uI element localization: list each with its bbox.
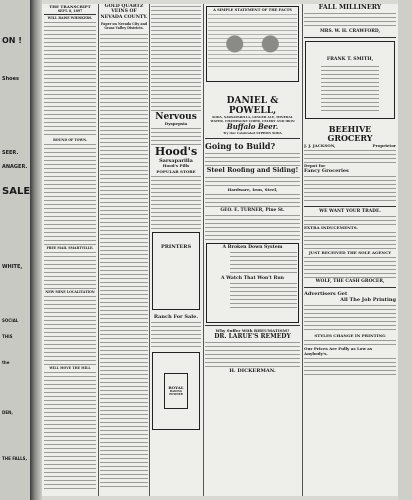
left-page-word: Shoes <box>2 76 19 82</box>
baking-powder-label: BAKING POWDER <box>169 390 183 396</box>
fall-millinery-title: FALL MILLINERY <box>318 4 382 11</box>
article-text-block <box>44 294 96 366</box>
frank-smith-ad <box>305 41 395 119</box>
popular-store-label: POPULAR STORE <box>156 169 196 174</box>
article-heading: FREE MAIL SMARTVILLE. <box>46 246 94 250</box>
column-ads-left <box>151 4 201 496</box>
newspaper-page <box>42 4 398 496</box>
jackson-name: J. J. JACKSON, <box>304 143 336 149</box>
column-local-news <box>44 4 96 496</box>
ranch-for-sale-title: Ranch For Sale. <box>153 314 199 320</box>
larue-remedy-title: DR. LARUE'S REMEDY <box>214 332 291 340</box>
left-page-word: the <box>2 360 10 365</box>
ad-text-block <box>304 230 396 250</box>
left-page-word: SEER. <box>2 150 19 156</box>
job-printing-title: All The Job Printing <box>340 297 396 304</box>
column-ads-right <box>304 4 396 496</box>
dyspepsia-label: Dyspepsia <box>164 121 188 126</box>
ad-text-block <box>304 11 396 29</box>
masthead-title: THE TRANSCRIPT <box>49 4 91 9</box>
dickerman-name: H. DICKERMAN. <box>229 367 276 374</box>
left-page-word: ON ! <box>2 36 22 45</box>
want-trade-title: WE WANT YOUR TRADE. <box>319 209 381 215</box>
fancy-groceries-label: Fancy Groceries <box>304 168 349 175</box>
column-ads-center <box>205 4 300 496</box>
beehive-title: BEEHIVE <box>328 124 372 135</box>
styles-change-title: STYLES CHANGE IN PRINTING <box>314 333 386 339</box>
left-page-word: WHITE, <box>2 264 23 270</box>
article-text-block <box>44 20 96 138</box>
watch-ad-title: A Watch That Won't Run <box>220 275 285 281</box>
masthead-date: SEPT. 8, 1897 <box>57 9 83 13</box>
article-text-block <box>44 142 96 246</box>
article-text-block <box>100 32 148 487</box>
left-page-word: DEN, <box>2 410 13 415</box>
left-page-word: SALE <box>2 186 30 197</box>
printers-title: PRINTERS <box>160 244 192 250</box>
ad-text-block <box>205 175 300 187</box>
rheumatism-question: Why Suffer With RHEUMATISM? <box>215 327 290 333</box>
broken-system-ad <box>206 243 299 323</box>
ad-text-block <box>304 148 396 164</box>
going-to-build-title: Going to Build? <box>205 141 276 152</box>
statement-illustration <box>208 12 297 70</box>
ad-text-block <box>205 192 300 208</box>
daniel-powell-subtitle: SODA, SARSAPARILLA, GINGER ALE, MINERAL WATER, CHAMPAGNE CIDER, CELERY AND IRON <box>210 115 295 123</box>
buffalo-beer-subtitle: Try Our Celebrated SYPHON SODA <box>223 131 282 136</box>
ad-text-block <box>230 281 297 311</box>
article-headline: GOLD QUARTZ VEINS OF NEVADA COUNTY. <box>100 4 148 20</box>
ad-text-block <box>151 174 201 230</box>
daniel-powell-title: DANIEL & POWELL, <box>226 96 279 116</box>
column-rule <box>149 4 150 496</box>
printers-ad <box>152 232 200 310</box>
broken-system-title: A Broken Down System <box>222 244 283 250</box>
hoods-ad-title: Hood's <box>154 145 198 158</box>
prices-title: Our Prices Are Fully as Low as Anybody's. <box>304 346 373 357</box>
ad-text-block <box>304 303 396 333</box>
article-heading: NEW MINE LOCALITATION <box>45 290 95 294</box>
ad-text-block <box>304 356 396 376</box>
column-rule <box>98 4 99 496</box>
advertisers-title: Advertisers Get <box>304 291 348 298</box>
steel-roofing-title: Steel Roofing and Siding! <box>206 166 299 175</box>
pills-label: Hood's Pills <box>162 163 190 168</box>
ad-text-block <box>205 151 300 167</box>
sarsaparilla-label: Sarsaparilla <box>159 158 193 164</box>
column-rule <box>203 4 204 496</box>
frank-smith-title: FRANK T. SMITH, <box>326 57 374 63</box>
hardware-title: Hardware, Iron, Steel, <box>227 186 278 192</box>
article-heading: WILL RAISE WHISKERS. <box>47 16 93 20</box>
column-rule <box>302 4 303 496</box>
grocery-title: GROCERY <box>327 133 373 144</box>
left-page-word: ANAGER. <box>2 164 28 170</box>
extra-inducements-label: EXTRA INDUCEMENTS. <box>304 225 358 231</box>
ad-text-block <box>304 255 396 279</box>
article-text-block <box>151 4 201 112</box>
depot-label: Depot for <box>304 163 326 169</box>
ad-text-block <box>151 126 201 146</box>
ad-text-block <box>304 338 396 346</box>
left-page-edge <box>0 0 30 500</box>
royal-label: ROYAL <box>168 385 184 390</box>
statement-ad <box>206 6 299 82</box>
buffalo-beer-title: Buffalo Beer. <box>226 122 279 132</box>
proprietor-label: Proprietor <box>372 143 396 149</box>
ad-text-block <box>205 213 300 241</box>
article-text-block <box>44 370 96 490</box>
nervous-ad-title: Nervous <box>155 112 197 122</box>
right-margin <box>398 0 412 500</box>
article-heading: BOUND OF TOWN. <box>53 138 87 142</box>
article-subheading: Paper on Nevada City and Grass Valley Districts. <box>100 22 148 31</box>
ad-text-block <box>230 250 297 276</box>
ad-text-block <box>304 174 396 204</box>
article-heading: WILL MOVE THE MILL <box>49 366 91 370</box>
ad-text-block <box>321 64 379 112</box>
crawford-name: MRS. W. H. CRAWFORD, <box>319 29 381 35</box>
statement-ad-title: A SIMPLE STATEMENT OF THE FACTS <box>213 8 292 12</box>
left-page-word: THIS <box>2 334 13 339</box>
left-page-word: THE FALLS, <box>2 456 28 461</box>
page-gutter <box>30 0 42 500</box>
turner-title: GEO. E. TURNER, Pine St. <box>220 207 285 213</box>
ad-text-block <box>151 320 201 350</box>
column-gold-quartz <box>100 4 148 496</box>
left-page-word: SOCIAL <box>2 318 19 323</box>
ad-text-block <box>205 340 300 368</box>
sole-agency-title: JUST RECEIVED THE SOLE AGENCY <box>308 250 392 256</box>
article-text-block <box>44 250 96 290</box>
wolf-grocer-title: WOLF, THE CASH GROCER, <box>315 279 385 285</box>
baking-powder-can-icon <box>164 373 188 409</box>
royal-baking-powder-ad <box>152 352 200 430</box>
